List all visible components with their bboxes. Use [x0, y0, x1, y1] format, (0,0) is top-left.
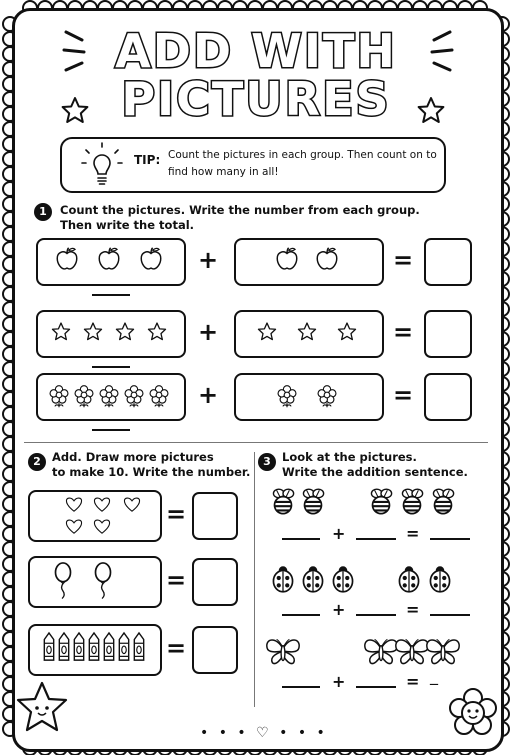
sum-line[interactable]	[430, 614, 470, 616]
equals-sign: =	[393, 381, 414, 409]
bee-icon	[296, 486, 330, 520]
bee-icon	[426, 486, 460, 520]
equals-sign: =	[406, 600, 420, 619]
equals-sign: =	[393, 246, 414, 274]
heart-icon	[91, 494, 113, 516]
answer-box[interactable]	[192, 492, 238, 540]
section-3-instruction-line-1: Look at the pictures.	[282, 450, 417, 464]
sum-line[interactable]	[430, 538, 470, 540]
section-1-instruction	[60, 203, 420, 233]
addend-line[interactable]	[356, 538, 396, 540]
bee-icon	[266, 486, 300, 520]
star-icon	[334, 319, 360, 345]
section-divider-vertical	[254, 452, 255, 707]
plus-sign: +	[198, 381, 219, 409]
tip-label: TIP:	[134, 153, 161, 167]
title-line-2: PICTURES	[121, 72, 391, 126]
ladybug-icon	[423, 562, 457, 596]
flower-icon	[314, 382, 340, 408]
burst-lines-icon	[60, 26, 100, 76]
addend-line[interactable]	[356, 614, 396, 616]
bee-icon	[395, 486, 429, 520]
star-icon	[112, 319, 138, 345]
flower-icon	[71, 382, 97, 408]
star-decoration-icon	[416, 96, 446, 126]
apple-icon	[274, 247, 300, 273]
burst-lines-icon	[416, 26, 456, 76]
smiling-star-icon	[14, 680, 70, 736]
section-2-number: 2	[28, 453, 46, 471]
total-answer-box[interactable]	[424, 238, 472, 286]
butterfly-icon	[364, 634, 398, 668]
equals-sign: =	[166, 634, 187, 662]
addend-line[interactable]	[282, 686, 320, 688]
flower-icon	[121, 382, 147, 408]
addend-line[interactable]	[282, 614, 320, 616]
lightbulb-icon	[80, 141, 124, 189]
section-2-instruction	[52, 450, 250, 480]
section-2-instruction-line-2: to make 10. Write the number.	[52, 465, 251, 479]
bee-icon	[364, 486, 398, 520]
heart-icon	[63, 516, 85, 538]
plus-sign: +	[332, 672, 346, 691]
balloon-icon	[88, 562, 118, 592]
picture-group-right	[234, 373, 384, 421]
star-icon	[144, 319, 170, 345]
answer-box[interactable]	[192, 558, 238, 606]
flower-icon	[46, 382, 72, 408]
butterfly-icon	[426, 634, 460, 668]
section-3-instruction	[282, 450, 468, 480]
ladybug-icon	[296, 562, 330, 596]
section-divider-horizontal	[24, 442, 488, 443]
apple-icon	[96, 247, 122, 273]
left-answer-line[interactable]	[92, 366, 130, 368]
balloon-icon	[48, 562, 78, 592]
butterfly-icon	[266, 634, 300, 668]
crayon-icon	[124, 632, 154, 662]
plus-sign: +	[332, 524, 346, 543]
section-1-number: 1	[34, 203, 52, 221]
addend-line[interactable]	[282, 538, 320, 540]
sum-line[interactable]: _	[430, 666, 438, 685]
star-icon	[294, 319, 320, 345]
section-1-instruction-line-2: Then write the total.	[60, 218, 195, 232]
equals-sign: =	[406, 524, 420, 543]
total-answer-box[interactable]	[424, 310, 472, 358]
answer-box[interactable]	[192, 626, 238, 674]
tip-text: Count the pictures in each group. Then count on to find how many in all!	[168, 149, 437, 178]
heart-icon	[91, 516, 113, 538]
footer-decoration: • • • ♡ • • •	[200, 725, 328, 741]
flower-icon	[96, 382, 122, 408]
picture-group-right	[234, 238, 384, 286]
equals-sign: =	[393, 318, 414, 346]
plus-sign: +	[198, 318, 219, 346]
apple-icon	[314, 247, 340, 273]
equals-sign: =	[406, 672, 420, 691]
star-icon	[254, 319, 280, 345]
tip-box	[60, 137, 446, 193]
apple-icon	[54, 247, 80, 273]
heart-icon	[121, 494, 143, 516]
star-icon	[48, 319, 74, 345]
ladybug-icon	[392, 562, 426, 596]
butterfly-icon	[395, 634, 429, 668]
section-2-instruction-line-1: Add. Draw more pictures	[52, 450, 214, 464]
total-answer-box[interactable]	[424, 373, 472, 421]
plus-sign: +	[198, 246, 219, 274]
flower-icon	[274, 382, 300, 408]
ladybug-icon	[266, 562, 300, 596]
heart-icon	[63, 494, 85, 516]
section-3-instruction-line-2: Write the addition sentence.	[282, 465, 468, 479]
equals-sign: =	[166, 566, 187, 594]
flower-icon	[146, 382, 172, 408]
apple-icon	[138, 247, 164, 273]
smiling-flower-icon	[446, 686, 500, 740]
left-answer-line[interactable]	[92, 429, 130, 431]
star-icon	[80, 319, 106, 345]
equals-sign: =	[166, 500, 187, 528]
section-1-instruction-line-1: Count the pictures. Write the number from each group.	[60, 203, 420, 217]
star-decoration-icon	[60, 96, 90, 126]
title-line-1: ADD WITH	[115, 24, 397, 78]
plus-sign: +	[332, 600, 346, 619]
left-answer-line[interactable]	[92, 294, 130, 296]
addend-line[interactable]	[356, 686, 396, 688]
section-3-number: 3	[258, 453, 276, 471]
ladybug-icon	[326, 562, 360, 596]
